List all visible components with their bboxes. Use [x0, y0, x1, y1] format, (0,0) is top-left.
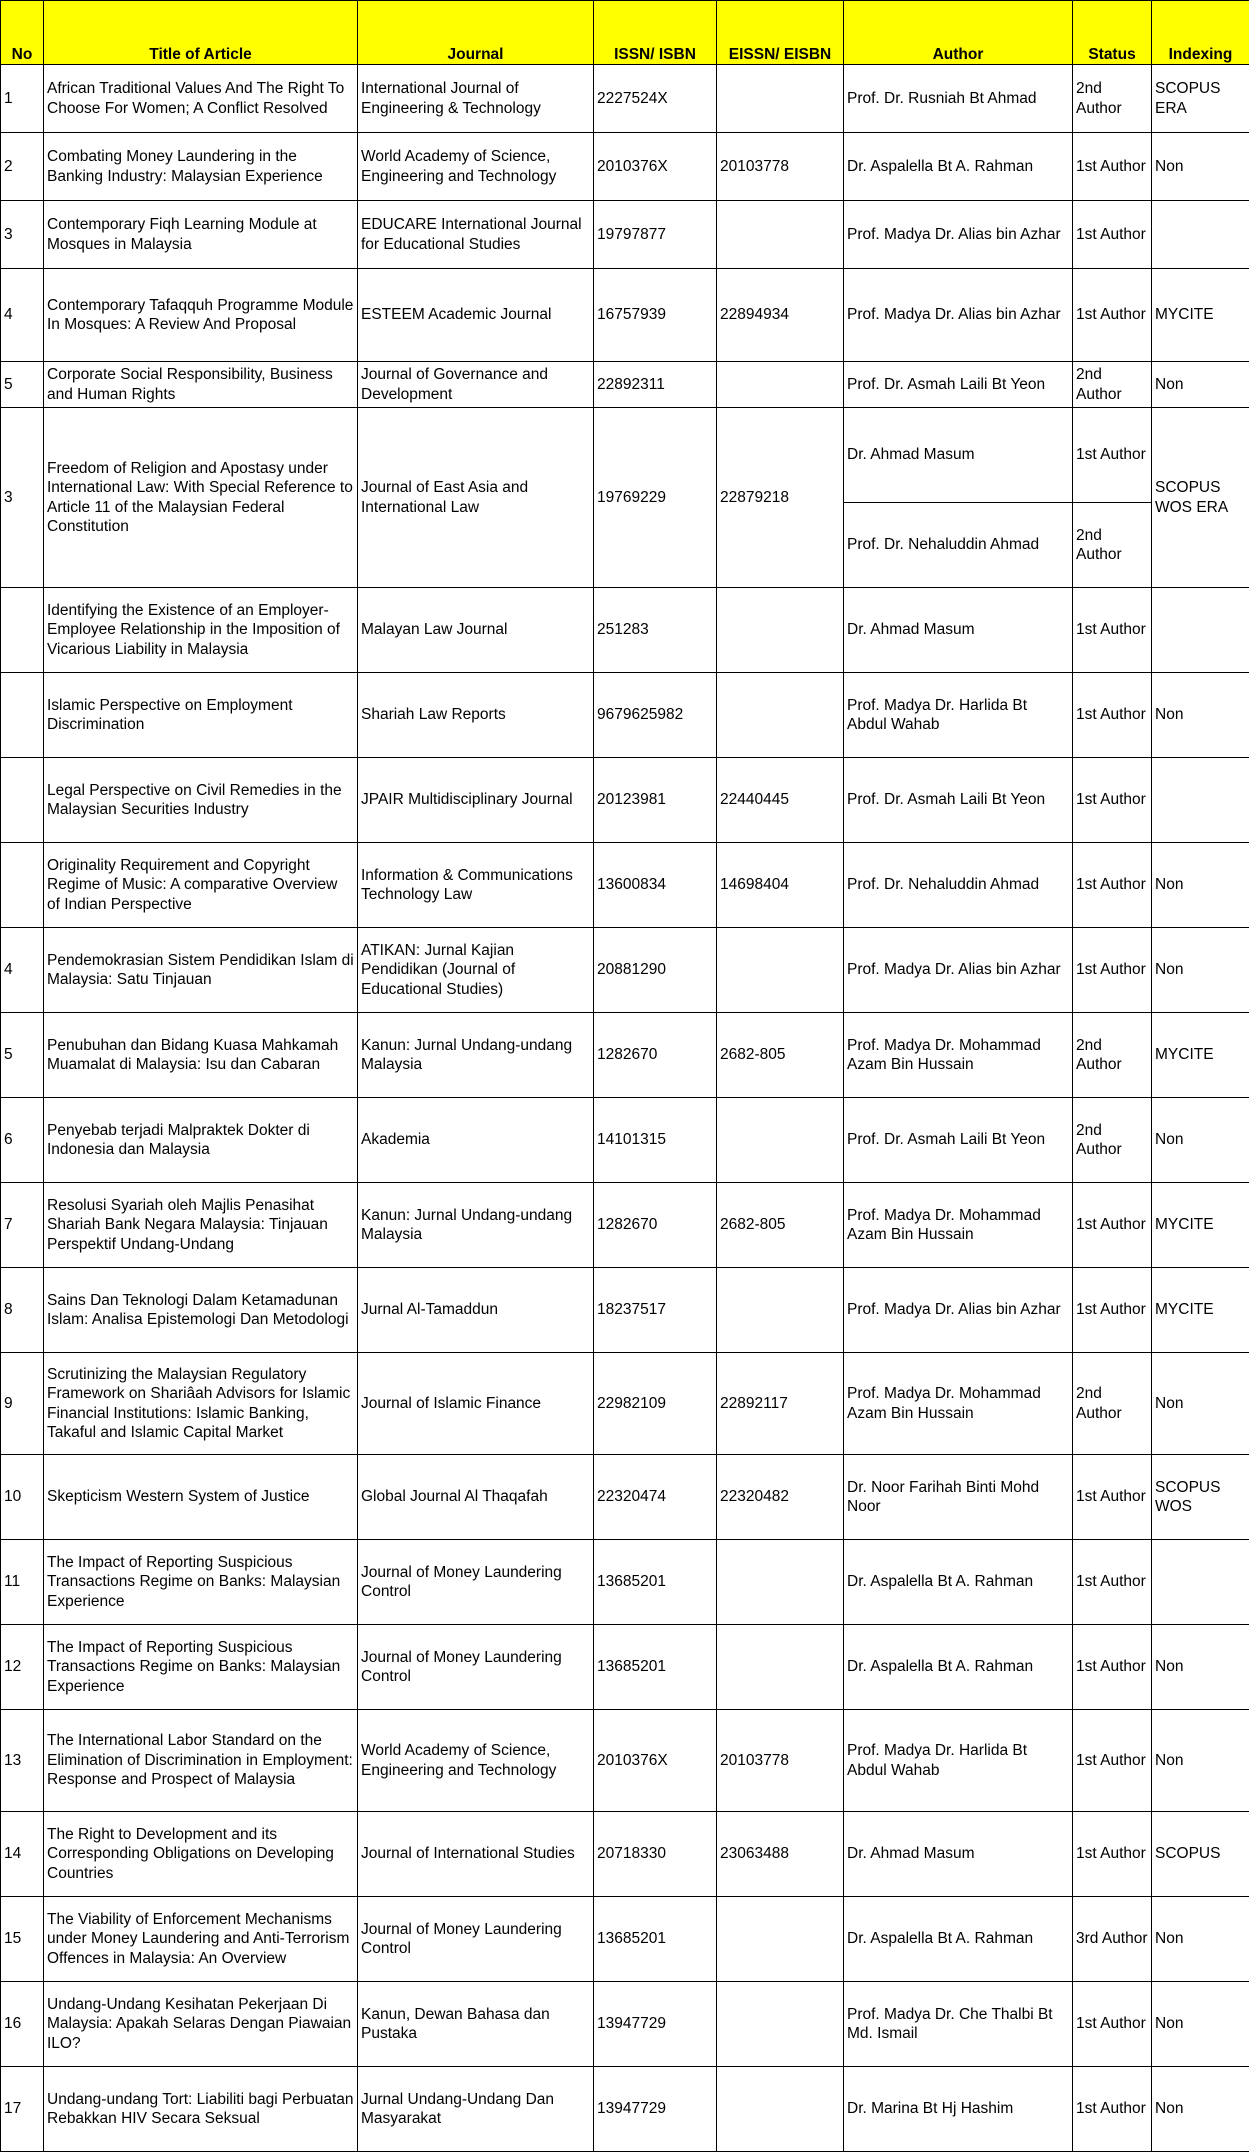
row-eissn: 22440445: [717, 758, 844, 843]
row-title: Undang-Undang Kesihatan Pekerjaan Di Malaysia: Apakah Selaras Dengan Piawaian ILO?: [44, 1982, 358, 2067]
table-row: [1, 1897, 1249, 1982]
row-title: Scrutinizing the Malaysian Regulatory Framework on Shariâah Advisors for Islamic Financial Institutions: Islamic Banking, Takaful and Islamic Capital Market: [44, 1353, 358, 1455]
row-title: Undang-undang Tort: Liabiliti bagi Perbuatan Rebakkan HIV Secara Seksual: [44, 2067, 358, 2152]
row-journal: Jurnal Al-Tamaddun: [358, 1268, 594, 1353]
row-title: Legal Perspective on Civil Remedies in the Malaysian Securities Industry: [44, 758, 358, 843]
row-eissn: 22879218: [717, 408, 844, 588]
row-no: 13: [1, 1710, 44, 1812]
row-indexing: Non: [1152, 1098, 1249, 1183]
row-title: Combating Money Laundering in the Banking Industry: Malaysian Experience: [44, 133, 358, 201]
row-journal: ATIKAN: Jurnal Kajian Pendidikan (Journal of Educational Studies): [358, 928, 594, 1013]
row-eissn: [717, 65, 844, 133]
row-title: Freedom of Religion and Apostasy under International Law: With Special Reference to Article 11 of the Malaysian Federal Constitution: [44, 408, 358, 588]
table-row: [1, 1013, 1249, 1098]
row-author: Dr. Ahmad Masum: [844, 1812, 1073, 1897]
row-issn: 13947729: [594, 1982, 717, 2067]
row-indexing: SCOPUS ERA: [1152, 65, 1249, 133]
table-row: [1, 673, 1249, 758]
row-status: 1st Author: [1073, 673, 1152, 758]
row-indexing: [1152, 758, 1249, 843]
table-row: [1, 1625, 1249, 1710]
row-author: Prof. Dr. Asmah Laili Bt Yeon: [844, 1098, 1073, 1183]
row-title: The Right to Development and its Corresponding Obligations on Developing Countries: [44, 1812, 358, 1897]
row-title: Sains Dan Teknologi Dalam Ketamadunan Islam: Analisa Epistemologi Dan Metodologi: [44, 1268, 358, 1353]
row-eissn: [717, 1625, 844, 1710]
row-title: Contemporary Tafaqquh Programme Module In Mosques: A Review And Proposal: [44, 269, 358, 362]
row-journal: World Academy of Science, Engineering and Technology: [358, 1710, 594, 1812]
row-eissn: [717, 1268, 844, 1353]
row-eissn: 23063488: [717, 1812, 844, 1897]
row-no: 11: [1, 1540, 44, 1625]
row-title: Penyebab terjadi Malpraktek Dokter di Indonesia dan Malaysia: [44, 1098, 358, 1183]
row-journal: Information & Communications Technology Law: [358, 843, 594, 928]
table-row: [1, 1353, 1249, 1455]
row-indexing: MYCITE: [1152, 1013, 1249, 1098]
row-issn: 18237517: [594, 1268, 717, 1353]
row-status: 1st Author: [1073, 1710, 1152, 1812]
row-no: 14: [1, 1812, 44, 1897]
row-status: 1st Author: [1073, 1455, 1152, 1540]
row-author: Prof. Madya Dr. Mohammad Azam Bin Hussain: [844, 1013, 1073, 1098]
row-eissn: 14698404: [717, 843, 844, 928]
row-issn: 13685201: [594, 1897, 717, 1982]
row-issn: 16757939: [594, 269, 717, 362]
row-issn: 19769229: [594, 408, 717, 588]
row-indexing: Non: [1152, 133, 1249, 201]
row-issn: 2010376X: [594, 1710, 717, 1812]
row-eissn: [717, 1098, 844, 1183]
row-no: [1, 588, 44, 673]
row-status: 1st Author: [1073, 1540, 1152, 1625]
row-journal: Journal of International Studies: [358, 1812, 594, 1897]
row-no: 8: [1, 1268, 44, 1353]
row-status: 1st Author: [1073, 133, 1152, 201]
row-journal: ESTEEM Academic Journal: [358, 269, 594, 362]
row-issn: 22320474: [594, 1455, 717, 1540]
row-no: 5: [1, 1013, 44, 1098]
row-issn: 20123981: [594, 758, 717, 843]
row-author: Dr. Ahmad Masum: [844, 408, 1073, 503]
table-row: [1, 1540, 1249, 1625]
row-no: 17: [1, 2067, 44, 2152]
row-title: Contemporary Fiqh Learning Module at Mosques in Malaysia: [44, 201, 358, 269]
row-no: [1, 673, 44, 758]
row-status: 1st Author: [1073, 1625, 1152, 1710]
table-row: [1, 843, 1249, 928]
row-issn: 14101315: [594, 1098, 717, 1183]
table-row: [1, 2067, 1249, 2152]
row-author: Prof. Madya Dr. Alias bin Azhar: [844, 269, 1073, 362]
row-eissn: [717, 362, 844, 408]
row-issn: 13600834: [594, 843, 717, 928]
row-title: African Traditional Values And The Right To Choose For Women; A Conflict Resolved: [44, 65, 358, 133]
row-status: 2nd Author: [1073, 503, 1152, 588]
row-issn: 9679625982: [594, 673, 717, 758]
row-eissn: [717, 201, 844, 269]
table-row: [1, 928, 1249, 1013]
header-title: Title of Article: [44, 1, 358, 65]
row-author: Prof. Madya Dr. Alias bin Azhar: [844, 201, 1073, 269]
table-row: [1, 1710, 1249, 1812]
row-no: 12: [1, 1625, 44, 1710]
row-journal: Kanun: Jurnal Undang-undang Malaysia: [358, 1013, 594, 1098]
row-title: The Impact of Reporting Suspicious Transactions Regime on Banks: Malaysian Experience: [44, 1625, 358, 1710]
table-row: [1, 269, 1249, 362]
row-title: Identifying the Existence of an Employer-Employee Relationship in the Imposition of Vicarious Liability in Malaysia: [44, 588, 358, 673]
table-row: [1, 133, 1249, 201]
row-author: Prof. Madya Dr. Mohammad Azam Bin Hussain: [844, 1353, 1073, 1455]
row-issn: 20881290: [594, 928, 717, 1013]
row-no: 1: [1, 65, 44, 133]
row-status: 1st Author: [1073, 2067, 1152, 2152]
row-status: 2nd Author: [1073, 1353, 1152, 1455]
table-row: [1, 1812, 1249, 1897]
row-indexing: SCOPUS WOS ERA: [1152, 408, 1249, 588]
row-indexing: SCOPUS WOS: [1152, 1455, 1249, 1540]
row-issn: 19797877: [594, 201, 717, 269]
row-issn: 1282670: [594, 1013, 717, 1098]
row-status: 3rd Author: [1073, 1897, 1152, 1982]
row-indexing: [1152, 201, 1249, 269]
row-eissn: [717, 673, 844, 758]
row-no: 3: [1, 408, 44, 588]
row-title: Resolusi Syariah oleh Majlis Penasihat Shariah Bank Negara Malaysia: Tinjauan Perspektif Undang-Undang: [44, 1183, 358, 1268]
row-author: Prof. Madya Dr. Harlida Bt Abdul Wahab: [844, 1710, 1073, 1812]
row-indexing: SCOPUS: [1152, 1812, 1249, 1897]
row-indexing: Non: [1152, 673, 1249, 758]
table-row: [1, 588, 1249, 673]
row-no: 9: [1, 1353, 44, 1455]
row-no: 4: [1, 269, 44, 362]
row-no: 5: [1, 362, 44, 408]
row-author: Prof. Madya Dr. Alias bin Azhar: [844, 1268, 1073, 1353]
row-status: 2nd Author: [1073, 1013, 1152, 1098]
row-author: Prof. Dr. Asmah Laili Bt Yeon: [844, 362, 1073, 408]
row-title: Penubuhan dan Bidang Kuasa Mahkamah Muamalat di Malaysia: Isu dan Cabaran: [44, 1013, 358, 1098]
row-no: 2: [1, 133, 44, 201]
row-status: 1st Author: [1073, 588, 1152, 673]
row-status: 2nd Author: [1073, 65, 1152, 133]
row-journal: World Academy of Science, Engineering and Technology: [358, 133, 594, 201]
row-author: Dr. Marina Bt Hj Hashim: [844, 2067, 1073, 2152]
row-issn: 2010376X: [594, 133, 717, 201]
row-status: 1st Author: [1073, 1812, 1152, 1897]
table-row: [1, 362, 1249, 408]
row-eissn: [717, 1540, 844, 1625]
row-title: Pendemokrasian Sistem Pendidikan Islam di Malaysia: Satu Tinjauan: [44, 928, 358, 1013]
row-author: Prof. Dr. Asmah Laili Bt Yeon: [844, 758, 1073, 843]
row-eissn: 2682-805: [717, 1013, 844, 1098]
table-row: [1, 65, 1249, 133]
row-indexing: Non: [1152, 362, 1249, 408]
row-issn: 2227524X: [594, 65, 717, 133]
header-status: Status: [1073, 1, 1152, 65]
row-status: 1st Author: [1073, 758, 1152, 843]
row-status: 1st Author: [1073, 843, 1152, 928]
table-row: [1, 1982, 1249, 2067]
header-journal: Journal: [358, 1, 594, 65]
row-journal: Kanun: Jurnal Undang-undang Malaysia: [358, 1183, 594, 1268]
row-eissn: [717, 588, 844, 673]
row-no: 16: [1, 1982, 44, 2067]
row-no: 15: [1, 1897, 44, 1982]
row-author: Prof. Madya Dr. Alias bin Azhar: [844, 928, 1073, 1013]
table-row: [1, 201, 1249, 269]
table-row: [1, 1183, 1249, 1268]
row-author: Prof. Dr. Rusniah Bt Ahmad: [844, 65, 1073, 133]
row-title: Originality Requirement and Copyright Regime of Music: A comparative Overview of Indian Perspective: [44, 843, 358, 928]
row-title: The Viability of Enforcement Mechanisms under Money Laundering and Anti-Terrorism Offences in Malaysia: An Overview: [44, 1897, 358, 1982]
row-journal: Akademia: [358, 1098, 594, 1183]
row-author: Prof. Dr. Nehaluddin Ahmad: [844, 503, 1073, 588]
row-author: Prof. Madya Dr. Mohammad Azam Bin Hussain: [844, 1183, 1073, 1268]
row-status: 1st Author: [1073, 928, 1152, 1013]
row-indexing: Non: [1152, 1982, 1249, 2067]
row-indexing: [1152, 588, 1249, 673]
row-eissn: 20103778: [717, 1710, 844, 1812]
row-journal: Journal of Money Laundering Control: [358, 1625, 594, 1710]
row-indexing: Non: [1152, 928, 1249, 1013]
table-row: [1, 758, 1249, 843]
row-eissn: [717, 928, 844, 1013]
row-eissn: 2682-805: [717, 1183, 844, 1268]
row-no: 4: [1, 928, 44, 1013]
row-no: [1, 758, 44, 843]
table-row: [1, 408, 1249, 503]
row-journal: Journal of Money Laundering Control: [358, 1897, 594, 1982]
row-status: 1st Author: [1073, 408, 1152, 503]
row-title: Skepticism Western System of Justice: [44, 1455, 358, 1540]
row-title: The Impact of Reporting Suspicious Transactions Regime on Banks: Malaysian Experience: [44, 1540, 358, 1625]
row-eissn: [717, 1897, 844, 1982]
table-row: [1, 1455, 1249, 1540]
row-issn: 1282670: [594, 1183, 717, 1268]
row-journal: Kanun, Dewan Bahasa dan Pustaka: [358, 1982, 594, 2067]
row-author: Dr. Aspalella Bt A. Rahman: [844, 1625, 1073, 1710]
header-issn: ISSN/ ISBN: [594, 1, 717, 65]
row-eissn: 20103778: [717, 133, 844, 201]
row-journal: EDUCARE International Journal for Educational Studies: [358, 201, 594, 269]
row-journal: Journal of Islamic Finance: [358, 1353, 594, 1455]
row-indexing: Non: [1152, 2067, 1249, 2152]
row-author: Dr. Ahmad Masum: [844, 588, 1073, 673]
row-issn: 13947729: [594, 2067, 717, 2152]
header-eissn: EISSN/ EISBN: [717, 1, 844, 65]
row-issn: 22982109: [594, 1353, 717, 1455]
row-no: [1, 843, 44, 928]
row-indexing: Non: [1152, 1353, 1249, 1455]
row-eissn: 22892117: [717, 1353, 844, 1455]
row-journal: Journal of East Asia and International Law: [358, 408, 594, 588]
row-author: Prof. Dr. Nehaluddin Ahmad: [844, 843, 1073, 928]
row-status: 1st Author: [1073, 1982, 1152, 2067]
row-journal: Journal of Money Laundering Control: [358, 1540, 594, 1625]
row-indexing: [1152, 1540, 1249, 1625]
row-indexing: Non: [1152, 1897, 1249, 1982]
table-row: [1, 1098, 1249, 1183]
row-indexing: MYCITE: [1152, 269, 1249, 362]
row-status: 1st Author: [1073, 1183, 1152, 1268]
row-journal: JPAIR Multidisciplinary Journal: [358, 758, 594, 843]
row-eissn: 22894934: [717, 269, 844, 362]
row-issn: 20718330: [594, 1812, 717, 1897]
row-indexing: Non: [1152, 843, 1249, 928]
row-author: Dr. Aspalella Bt A. Rahman: [844, 1540, 1073, 1625]
row-indexing: Non: [1152, 1710, 1249, 1812]
row-journal: Jurnal Undang-Undang Dan Masyarakat: [358, 2067, 594, 2152]
row-status: 1st Author: [1073, 201, 1152, 269]
row-issn: 22892311: [594, 362, 717, 408]
row-journal: Global Journal Al Thaqafah: [358, 1455, 594, 1540]
row-no: 6: [1, 1098, 44, 1183]
row-title: Islamic Perspective on Employment Discrimination: [44, 673, 358, 758]
row-journal: Shariah Law Reports: [358, 673, 594, 758]
row-title: Corporate Social Responsibility, Business and Human Rights: [44, 362, 358, 408]
row-status: 1st Author: [1073, 269, 1152, 362]
row-author: Prof. Madya Dr. Che Thalbi Bt Md. Ismail: [844, 1982, 1073, 2067]
table-row: [1, 1268, 1249, 1353]
row-status: 2nd Author: [1073, 1098, 1152, 1183]
row-journal: Malayan Law Journal: [358, 588, 594, 673]
row-status: 1st Author: [1073, 1268, 1152, 1353]
row-issn: 13685201: [594, 1540, 717, 1625]
row-journal: International Journal of Engineering & Technology: [358, 65, 594, 133]
row-author: Dr. Aspalella Bt A. Rahman: [844, 1897, 1073, 1982]
row-indexing: MYCITE: [1152, 1268, 1249, 1353]
row-no: 10: [1, 1455, 44, 1540]
row-issn: 251283: [594, 588, 717, 673]
row-no: 3: [1, 201, 44, 269]
row-indexing: MYCITE: [1152, 1183, 1249, 1268]
row-eissn: 22320482: [717, 1455, 844, 1540]
header-no: No: [1, 1, 44, 65]
row-author: Prof. Madya Dr. Harlida Bt Abdul Wahab: [844, 673, 1073, 758]
row-title: The International Labor Standard on the Elimination of Discrimination in Employment: Response and Prospect of Malaysia: [44, 1710, 358, 1812]
row-author: Dr. Aspalella Bt A. Rahman: [844, 133, 1073, 201]
header-row: [1, 1, 1249, 65]
row-journal: Journal of Governance and Development: [358, 362, 594, 408]
row-issn: 13685201: [594, 1625, 717, 1710]
row-status: 2nd Author: [1073, 362, 1152, 408]
row-no: 7: [1, 1183, 44, 1268]
row-indexing: Non: [1152, 1625, 1249, 1710]
row-author: Dr. Noor Farihah Binti Mohd Noor: [844, 1455, 1073, 1540]
header-author: Author: [844, 1, 1073, 65]
row-eissn: [717, 1982, 844, 2067]
header-indexing: Indexing: [1152, 1, 1249, 65]
row-eissn: [717, 2067, 844, 2152]
